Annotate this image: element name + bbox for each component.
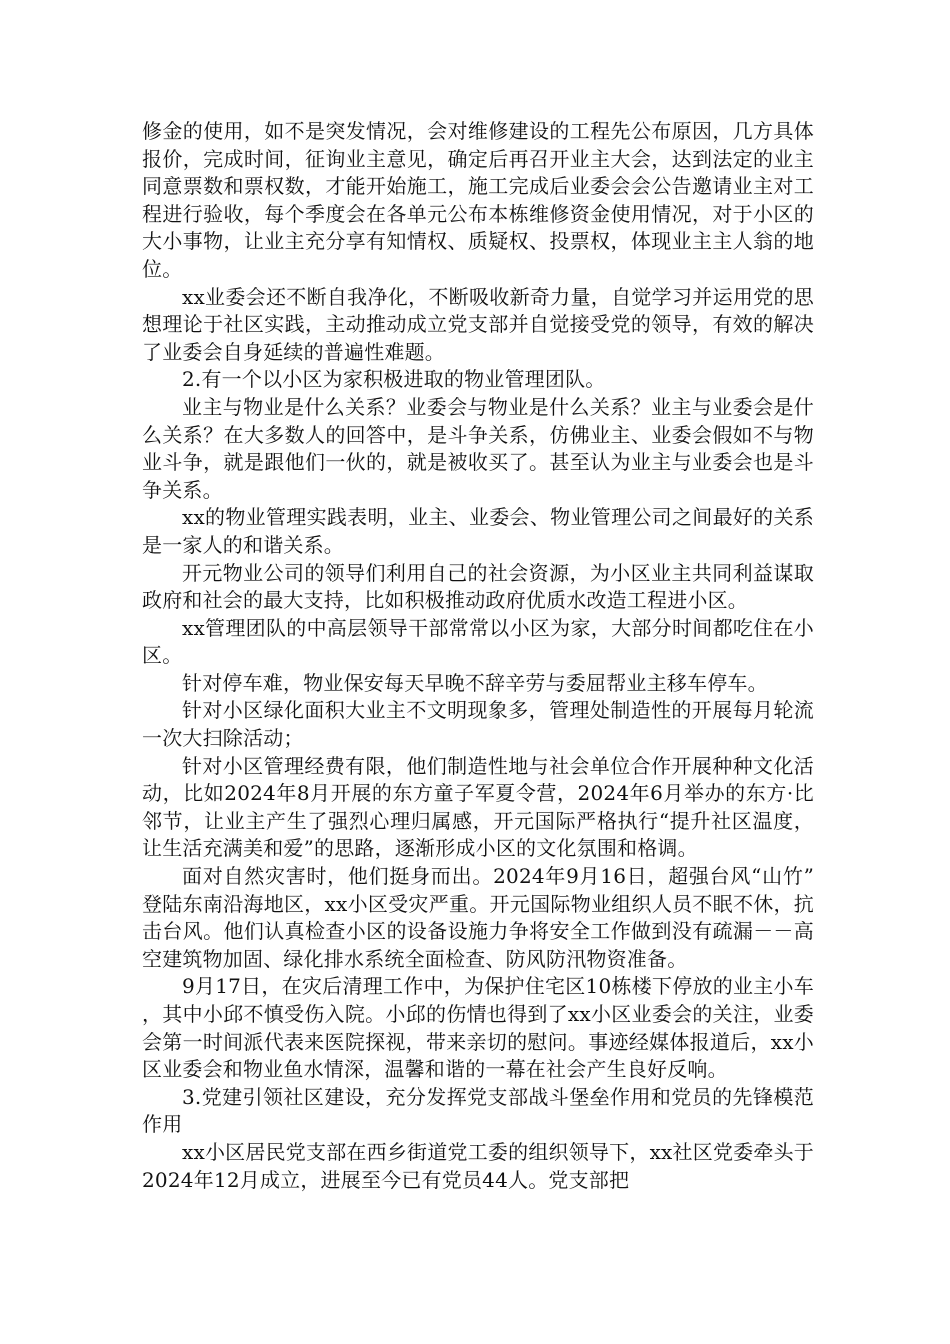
paragraph-4: 业主与物业是什么关系？业委会与物业是什么关系？业主与业委会是什么关系？在大多数人的回答中，是斗争关系，仿佛业主、业委会假如不与物业斗争，就是跟他们一伙的，就是被收买了。甚至认为业主与业委会也是斗争关系。 — [142, 394, 814, 502]
paragraph-14: xx小区居民党支部在西乡街道党工委的组织领导下，xx社区党委牵头于2024年12月成立，进展至今已有党员44人。党支部把 — [142, 1139, 814, 1192]
paragraph-5: xx的物业管理实践表明，业主、业委会、物业管理公司之间最好的关系是一家人的和谐关系。 — [142, 505, 814, 557]
paragraph-3-heading: 2.有一个以小区为家积极进取的物业管理团队。 — [182, 367, 606, 392]
paragraph-7: xx管理团队的中高层领导干部常常以小区为家，大部分时间都吃住在小区。 — [142, 615, 814, 668]
paragraph-8: 针对停车难，物业保安每天早晚不辞辛劳与委屈帮业主移车停车。 — [182, 670, 768, 695]
paragraph-13-heading: 3.党建引领社区建设，充分发挥党支部战斗堡垒作用和党员的先锋模范作用 — [142, 1084, 814, 1137]
paragraph-11: 面对自然灾害时，他们挺身而出。2024年9月16日，超强台风“山竹”登陆东南沿海地区，xx小区受灾严重。开元国际物业组织人员不眠不休，抗击台风。他们认真检查小区的设备设施力争将安全工作做到没有疏漏－－高空建筑物加固、绿化排水系统全面检查、防风防汛物资准备。 — [142, 864, 814, 971]
paragraph-1: 修金的使用，如不是突发情况，会对维修建设的工程先公布原因，几方具体报价，完成时间，征询业主意见，确定后再召开业主大会，达到法定的业主同意票数和票权数，才能开始施工，施工完成后业委会会公告邀请业主对工程进行验收，每个季度会在各单元公布本栋维修资金使用情况，对于小区的大小事物，让业主充分享有知情权、质疑权、投票权，体现业主主人翁的地位。 — [142, 119, 814, 281]
document-page — [142, 118, 814, 1194]
paragraph-10: 针对小区管理经费有限，他们制造性地与社会单位合作开展种种文化活动，比如2024年8月开展的东方童子军夏令营，2024年6月举办的东方·比邻节，让业主产生了强烈心理归属感，开元国际严格执行“提升社区温度，让生活充满美和爱”的思路，逐渐形成小区的文化氛围和格调。 — [142, 753, 814, 861]
paragraph-6: 开元物业公司的领导们利用自己的社会资源，为小区业主共同利益谋取政府和社会的最大支持，比如积极推动政府优质水改造工程进小区。 — [142, 560, 814, 613]
paragraph-12: 9月17日，在灾后清理工作中，为保护住宅区10栋楼下停放的业主小车，其中小邱不慎受伤入院。小邱的伤情也得到了xx小区业委会的关注，业委会第一时间派代表来医院探视，带来亲切的慰问。事迹经媒体报道后，xx小区业委会和物业鱼水情深，温馨和谐的一幕在社会产生良好反响。 — [142, 974, 814, 1082]
paragraph-9: 针对小区绿化面积大业主不文明现象多，管理处制造性的开展每月轮流一次大扫除活动； — [142, 698, 814, 751]
paragraph-2: xx业委会还不断自我净化，不断吸收新奇力量，自觉学习并运用党的思想理论于社区实践，主动推动成立党支部并自觉接受党的领导，有效的解决了业委会自身延续的普遍性难题。 — [142, 284, 814, 364]
